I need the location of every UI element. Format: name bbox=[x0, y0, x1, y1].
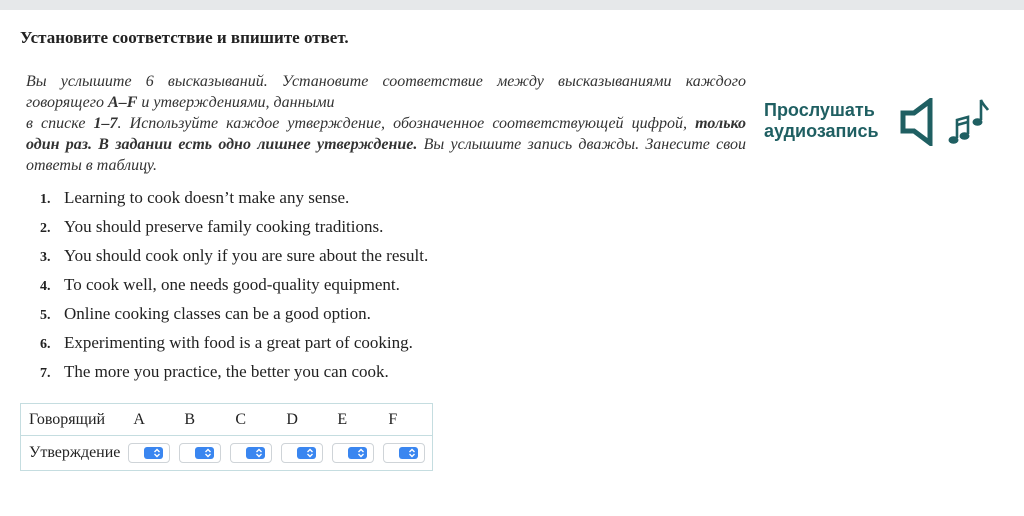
speaker-cell-d bbox=[279, 404, 330, 436]
instructions-text: Вы услышите 6 высказываний. Установите соответствие между высказываниями каждого говорящего bbox=[26, 73, 746, 111]
play-audio-label[interactable] bbox=[764, 100, 879, 142]
statements-list bbox=[40, 188, 428, 391]
speaker-letter: B bbox=[184, 410, 196, 428]
instructions-text: Вы услышите запись дважды. Занесите свои ответы в таблицу. bbox=[26, 136, 746, 174]
speaker-letter: F bbox=[388, 410, 398, 428]
play-audio-label-line1[interactable]: Прослушать bbox=[764, 100, 875, 120]
statement-number: 6. bbox=[40, 337, 51, 352]
instructions-emphasis: только один раз. В задании есть одно лишнее утверждение. bbox=[26, 115, 746, 153]
play-audio-button[interactable] bbox=[764, 100, 879, 142]
answer-select-a[interactable] bbox=[128, 443, 170, 463]
speaker-letter: C bbox=[235, 410, 247, 428]
speaker-letter: A bbox=[133, 410, 145, 428]
music-notes-icon bbox=[944, 98, 990, 157]
answer-table bbox=[20, 403, 433, 471]
speaker-cell-c bbox=[228, 404, 279, 436]
instructions-text: . Используйте каждое утверждение, обозначенное соответствующей цифрой, bbox=[117, 115, 696, 132]
answer-select-f[interactable] bbox=[383, 443, 425, 463]
answer-cell-b bbox=[177, 436, 228, 471]
select-chevron-icon[interactable] bbox=[246, 447, 265, 459]
speaker-icon[interactable] bbox=[900, 98, 940, 151]
statement-range: 1–7 bbox=[93, 115, 118, 132]
speaker-row bbox=[21, 404, 433, 436]
answer-select-value bbox=[384, 444, 391, 461]
select-chevron-icon[interactable] bbox=[348, 447, 367, 459]
select-chevron-icon[interactable] bbox=[195, 447, 214, 459]
select-chevron-icon[interactable] bbox=[297, 447, 316, 459]
answer-cell-d bbox=[279, 436, 330, 471]
play-audio-label-line2[interactable]: аудиозапись bbox=[764, 121, 879, 141]
statement-row bbox=[21, 436, 433, 471]
answer-select-value bbox=[231, 444, 238, 461]
statement-text: To cook well, one needs good-quality equipment. bbox=[64, 275, 400, 294]
answer-select-b[interactable] bbox=[179, 443, 221, 463]
answer-select-value bbox=[129, 444, 136, 461]
statement-number: 5. bbox=[40, 308, 51, 323]
statement-text: The more you practice, the better you can cook. bbox=[64, 362, 389, 381]
task-heading: Установите соответствие и впишите ответ. bbox=[20, 28, 349, 47]
statement-number: 7. bbox=[40, 366, 51, 381]
list-item bbox=[40, 246, 428, 275]
instructions-text: и утверждениями, данными bbox=[137, 94, 335, 111]
answer-select-value bbox=[180, 444, 187, 461]
answer-select-d[interactable] bbox=[281, 443, 323, 463]
list-item bbox=[40, 333, 428, 362]
speaker-cell-e bbox=[330, 404, 381, 436]
select-chevron-icon[interactable] bbox=[144, 447, 163, 459]
statement-number: 2. bbox=[40, 221, 51, 236]
speaker-cell-f bbox=[381, 404, 433, 436]
list-item bbox=[40, 362, 428, 391]
speaker-letter: E bbox=[337, 410, 348, 428]
answer-select-value bbox=[333, 444, 340, 461]
answer-cell-a bbox=[126, 436, 177, 471]
answer-select-value bbox=[282, 444, 289, 461]
statement-text: You should cook only if you are sure about the result. bbox=[64, 246, 429, 265]
answer-cell-f bbox=[381, 436, 433, 471]
speaker-cell-a bbox=[126, 404, 177, 436]
statement-text: Experimenting with food is a great part of cooking. bbox=[64, 333, 413, 352]
list-item bbox=[40, 304, 428, 333]
statement-text: Online cooking classes can be a good option. bbox=[64, 304, 371, 323]
speaker-range: A–F bbox=[108, 94, 138, 111]
top-bar bbox=[0, 0, 1024, 10]
statement-number: 4. bbox=[40, 279, 51, 294]
task-instructions bbox=[26, 71, 746, 176]
statement-number: 3. bbox=[40, 250, 51, 265]
statement-text: Learning to cook doesn’t make any sense. bbox=[64, 188, 350, 207]
speaker-letter: D bbox=[286, 410, 298, 428]
list-item bbox=[40, 217, 428, 246]
list-item bbox=[40, 275, 428, 304]
answer-select-c[interactable] bbox=[230, 443, 272, 463]
instructions-text: в списке bbox=[26, 115, 94, 132]
list-item bbox=[40, 188, 428, 217]
select-chevron-icon[interactable] bbox=[399, 447, 418, 459]
statement-number: 1. bbox=[40, 192, 51, 207]
statement-row-label: Утверждение bbox=[21, 436, 127, 471]
answer-select-e[interactable] bbox=[332, 443, 374, 463]
answer-cell-c bbox=[228, 436, 279, 471]
speaker-cell-b bbox=[177, 404, 228, 436]
statement-text: You should preserve family cooking traditions. bbox=[64, 217, 384, 236]
answer-cell-e bbox=[330, 436, 381, 471]
speaker-row-label: Говорящий bbox=[29, 410, 106, 428]
